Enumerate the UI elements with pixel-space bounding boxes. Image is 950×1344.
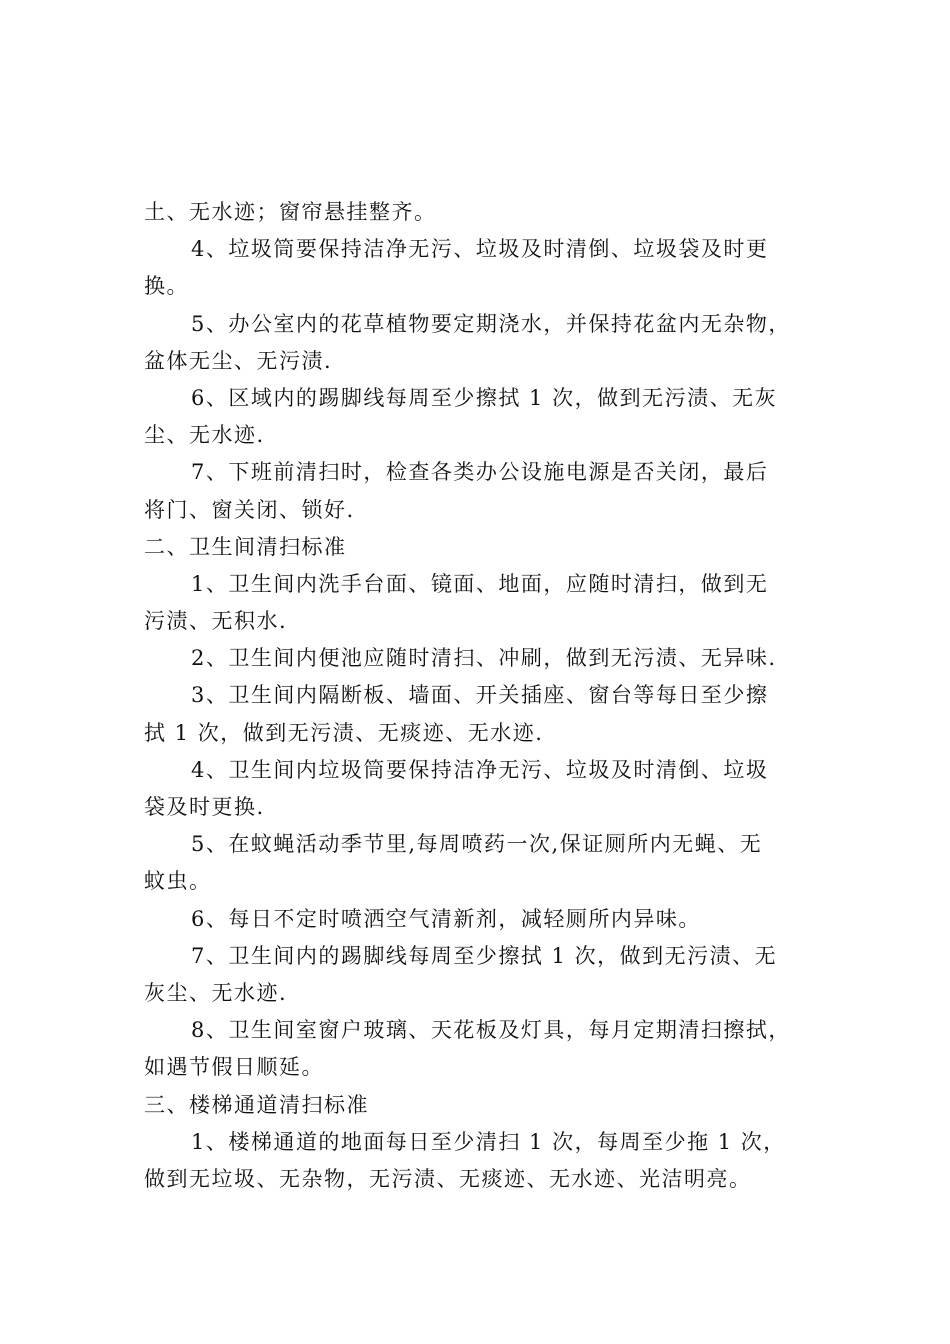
paragraph-line: 换。 xyxy=(144,274,189,299)
paragraph-line: 污渍、无积水. xyxy=(144,609,288,634)
paragraph-line: 6、区域内的踢脚线每周至少擦拭 1 次，做到无污渍、无灰 xyxy=(191,385,778,410)
paragraph-line: 6、每日不定时喷洒空气清新剂，减轻厕所内异味。 xyxy=(191,906,701,931)
document-body xyxy=(144,194,816,1198)
paragraph-line: 3、卫生间内隔断板、墙面、开关插座、窗台等每日至少擦 xyxy=(191,683,769,708)
paragraph-line: 2、卫生间内便池应随时清扫、冲刷，做到无污渍、无异味. xyxy=(191,646,777,671)
paragraph-line: 1、卫生间内洗手台面、镜面、地面，应随时清扫，做到无 xyxy=(191,571,769,596)
paragraph-line: 尘、无水迹. xyxy=(144,423,265,448)
paragraph-line: 土、无水迹；窗帘悬挂整齐。 xyxy=(144,200,437,224)
paragraph-line: 7、卫生间内的踢脚线每周至少擦拭 1 次，做到无污渍、无 xyxy=(191,943,778,968)
paragraph-line: 蚊虫。 xyxy=(144,869,212,894)
paragraph-line: 4、垃圾筒要保持洁净无污、垃圾及时清倒、垃圾袋及时更 xyxy=(191,237,769,262)
paragraph-line: 1、楼梯通道的地面每日至少清扫 1 次，每周至少拖 1 次， xyxy=(191,1129,786,1154)
paragraph-line: 灰尘、无水迹. xyxy=(144,980,288,1005)
paragraph-line: 盆体无尘、无污渍. xyxy=(144,348,333,373)
paragraph-line: 4、卫生间内垃圾筒要保持洁净无污、垃圾及时清倒、垃圾 xyxy=(191,757,769,782)
paragraph-line: 5、办公室内的花草植物要定期浇水，并保持花盆内无杂物， xyxy=(191,311,791,336)
section-heading: 二、卫生间清扫标准 xyxy=(144,534,347,559)
section-heading: 三、楼梯通道清扫标准 xyxy=(144,1092,369,1117)
paragraph-line: 袋及时更换. xyxy=(144,795,265,819)
paragraph-line: 7、下班前清扫时，检查各类办公设施电源是否关闭，最后 xyxy=(191,460,769,485)
paragraph-line: 如遇节假日顺延。 xyxy=(144,1055,324,1080)
paragraph-line: 做到无垃圾、无杂物，无污渍、无痰迹、无水迹、光洁明亮。 xyxy=(144,1166,752,1191)
paragraph-line: 将门、窗关闭、锁好. xyxy=(144,497,355,522)
paragraph-line: 拭 1 次，做到无污渍、无痰迹、无水迹. xyxy=(144,720,544,745)
paragraph-line: 5、在蚊蝇活动季节里,每周喷药一次,保证厕所内无蝇、无 xyxy=(191,832,763,857)
paragraph-line: 8、卫生间室窗户玻璃、天花板及灯具，每月定期清扫擦拭， xyxy=(191,1018,791,1043)
